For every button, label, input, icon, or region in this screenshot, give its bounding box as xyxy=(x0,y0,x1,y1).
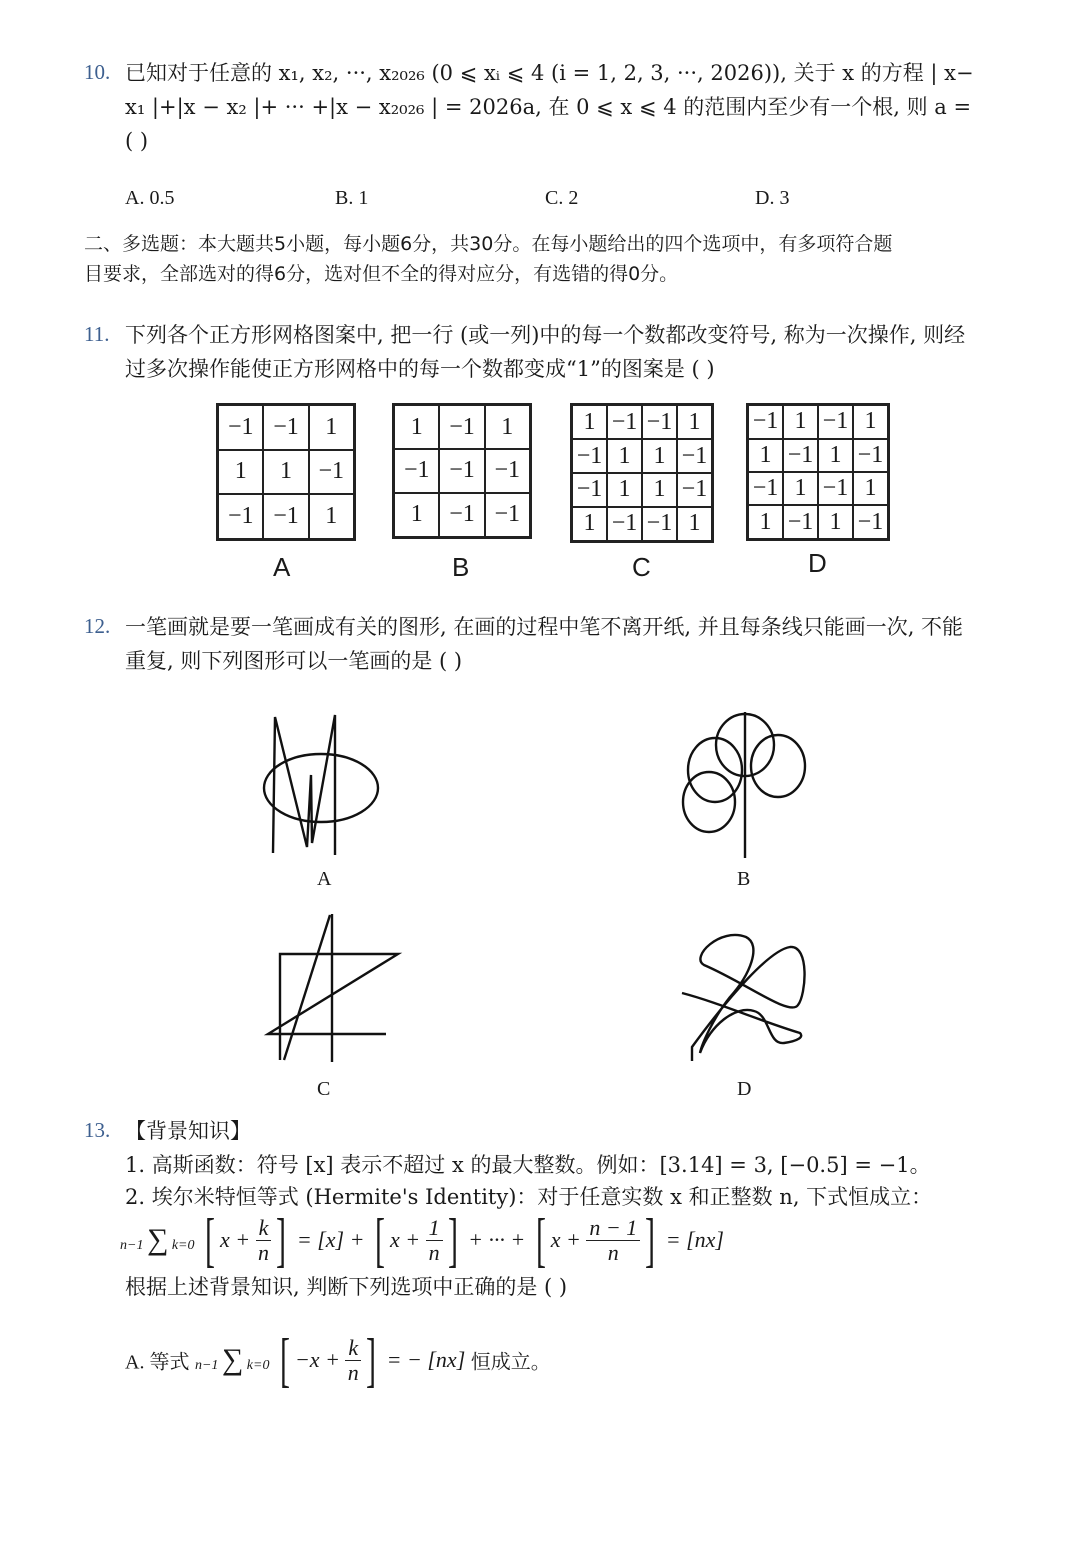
option-a-sum: n−1 ∑ k=0 xyxy=(194,1343,270,1376)
grid-cell: −1 xyxy=(439,405,484,450)
grid-cell: −1 xyxy=(485,493,531,538)
grid-cell: 1 xyxy=(485,405,531,450)
figure-b-label: B xyxy=(737,868,751,890)
figure-d xyxy=(680,925,820,1070)
grid-cell: 1 xyxy=(783,405,818,439)
grid-cell: 1 xyxy=(783,472,818,505)
grid-cell: 1 xyxy=(853,472,889,505)
grid-cell: −1 xyxy=(748,405,784,439)
figure-d-label: D xyxy=(737,1078,752,1100)
grid-cell: 1 xyxy=(818,505,853,539)
grid-cell: −1 xyxy=(572,473,608,507)
eq2: = [nx] xyxy=(665,1227,724,1252)
figure-d-curve xyxy=(682,935,805,1061)
grid-cell: 1 xyxy=(677,507,713,542)
grid-cell: −1 xyxy=(309,450,355,494)
figure-a-label: A xyxy=(317,868,332,890)
grid-cell: 1 xyxy=(572,507,608,542)
mid-dots: + ··· + xyxy=(468,1227,526,1252)
grid-cell: −1 xyxy=(263,405,308,450)
q12-number: 12. xyxy=(84,614,111,638)
grid-cell: 1 xyxy=(853,405,889,439)
q10-option-a: A. 0.5 xyxy=(125,187,175,209)
grid-cell: −1 xyxy=(818,472,853,505)
q10-line3: ( ) xyxy=(125,129,149,153)
grid-cell: −1 xyxy=(485,449,531,493)
option-a-suffix: 恒成立。 xyxy=(470,1351,551,1374)
term3-fraction: $\frac{n - 1}{n}$ xyxy=(586,1216,640,1265)
grid-cell: 1 xyxy=(642,473,677,507)
grid-cell: −1 xyxy=(783,505,818,539)
grid-cell: 1 xyxy=(572,405,608,440)
q11-line2: 过多次操作能使正方形网格中的每一个数都变成“1”的图案是 ( ) xyxy=(125,357,715,381)
q12-line2: 重复, 则下列图形可以一笔画的是 ( ) xyxy=(125,649,463,673)
eq1: = [x] + xyxy=(296,1227,365,1252)
grid-cell: −1 xyxy=(853,505,889,539)
q12-line1: 一笔画就是要一笔画成有关的图形, 在画的过程中笔不离开纸, 并且每条线只能画一次, 不能 xyxy=(125,615,964,639)
grid-cell: 1 xyxy=(748,439,784,472)
grid-cell: −1 xyxy=(853,439,889,472)
q13-number: 13. xyxy=(84,1118,111,1142)
grid-cell: 1 xyxy=(394,405,440,450)
grid-cell: −1 xyxy=(677,473,713,507)
q13-line3: 根据上述背景知识, 判断下列选项中正确的是 ( ) xyxy=(125,1275,568,1299)
grid-a-label: A xyxy=(273,552,291,582)
section2-line2: 目要求，全部选对的得6分，选对但不全的得对应分，有选错的得0分。 xyxy=(84,263,679,285)
grid-cell: −1 xyxy=(572,439,608,473)
q11-line1: 下列各个正方形网格图案中, 把一行 (或一列)中的每一个数都改变符号, 称为一次操作, 则经 xyxy=(125,323,966,347)
q13-line2: 2. 埃尔米特恒等式 (Hermite's Identity)：对于任意实数 x 和正整数 n, 下式恒成立： xyxy=(125,1185,933,1209)
q10-line1: 已知对于任意的 x₁, x₂, ···, x₂₀₂₆ (0 ⩽ xᵢ ⩽ 4 (i = 1, 2, 3, ···, 2026)), 关于 x 的方程 | x− xyxy=(125,61,974,85)
grid-cell: −1 xyxy=(394,449,440,493)
grid-c-label: C xyxy=(632,552,651,582)
grid-cell: −1 xyxy=(263,494,308,539)
grid-b xyxy=(392,403,532,539)
q13-heading: 【背景知识】 xyxy=(125,1119,251,1143)
term2-fraction: $\frac{1}{n}$ xyxy=(426,1216,443,1265)
grid-cell: −1 xyxy=(677,439,713,473)
grid-cell: 1 xyxy=(218,450,264,494)
option-a-rhs: = − [nx] xyxy=(386,1347,466,1372)
figure-c xyxy=(260,910,400,1070)
grid-cell: −1 xyxy=(642,507,677,542)
grid-cell: −1 xyxy=(439,449,484,493)
grid-cell: −1 xyxy=(439,493,484,538)
option-a-fraction: $\frac{k}{n}$ xyxy=(345,1336,361,1385)
grid-cell: 1 xyxy=(394,493,440,538)
option-a-prefix: A. 等式 xyxy=(125,1351,190,1374)
grid-cell: 1 xyxy=(818,439,853,472)
grid-cell: −1 xyxy=(218,494,264,539)
term1-fraction: $\frac{k}{n}$ xyxy=(256,1216,272,1265)
sum-top: n−1 xyxy=(120,1238,144,1253)
grid-cell: 1 xyxy=(263,450,308,494)
option-a-pre: −x + xyxy=(294,1347,340,1372)
q10-option-d: D. 3 xyxy=(755,187,790,209)
grid-d-label: D xyxy=(808,548,827,578)
q13-line1: 1. 高斯函数：符号 [x] 表示不超过 x 的最大整数。例如：[3.14] = 3, [−0.5] = −1。 xyxy=(125,1153,931,1177)
grid-cell: 1 xyxy=(748,505,784,539)
term1-pre: x + xyxy=(220,1227,251,1252)
sum-symbol: n−1 ∑ k=0 xyxy=(120,1223,195,1256)
grid-cell: −1 xyxy=(818,405,853,439)
grid-cell: −1 xyxy=(642,405,677,440)
q10-option-b: B. 1 xyxy=(335,187,369,209)
figure-a-zigzag xyxy=(273,715,335,855)
section2-line1: 二、多选题：本大题共5小题，每小题6分，共30分。在每小题给出的四个选项中，有多项符合题 xyxy=(84,233,893,255)
grid-cell: 1 xyxy=(309,405,355,450)
grid-cell: −1 xyxy=(218,405,264,450)
figure-c-label: C xyxy=(317,1078,331,1100)
figure-c-diagonal xyxy=(284,915,330,1060)
grid-cell: −1 xyxy=(783,439,818,472)
grid-cell: 1 xyxy=(607,473,642,507)
q10-option-c: C. 2 xyxy=(545,187,579,209)
grid-cell: −1 xyxy=(607,405,642,440)
grid-cell: −1 xyxy=(748,472,784,505)
grid-cell: 1 xyxy=(309,494,355,539)
term3-pre: x + xyxy=(550,1227,581,1252)
grid-a xyxy=(216,403,356,541)
grid-cell: −1 xyxy=(607,507,642,542)
q10-number: 10. xyxy=(84,60,111,84)
figure-b xyxy=(675,708,815,868)
hermite-formula: n−1 ∑ k=0 [ x + $\frac{k}{n}$ ] = [x] + [ x + $\frac{1}{n}$ ] + ··· + [ x + $\frac{n - 1}{n}$ ] = [nx] xyxy=(120,1207,724,1273)
sum-bottom: k=0 xyxy=(171,1238,195,1253)
figure-a xyxy=(255,705,395,865)
q13-option-a: A. 等式 n−1 ∑ k=0 [ −x + $\frac{k}{n}$ ] = − [nx] 恒成立。 xyxy=(125,1327,551,1393)
grid-cell: 1 xyxy=(607,439,642,473)
grid-d xyxy=(746,403,890,541)
grid-cell: 1 xyxy=(642,439,677,473)
grid-c xyxy=(570,403,714,543)
grid-cell: 1 xyxy=(677,405,713,440)
figure-b-circle-right xyxy=(751,735,805,797)
q10-line2: x₁ |+|x − x₂ |+ ··· +|x − x₂₀₂₆ | = 2026a, 在 0 ⩽ x ⩽ 4 的范围内至少有一个根, 则 a = xyxy=(125,95,972,119)
term2-pre: x + xyxy=(389,1227,421,1252)
q11-number: 11. xyxy=(84,322,110,346)
grid-b-label: B xyxy=(452,552,470,582)
